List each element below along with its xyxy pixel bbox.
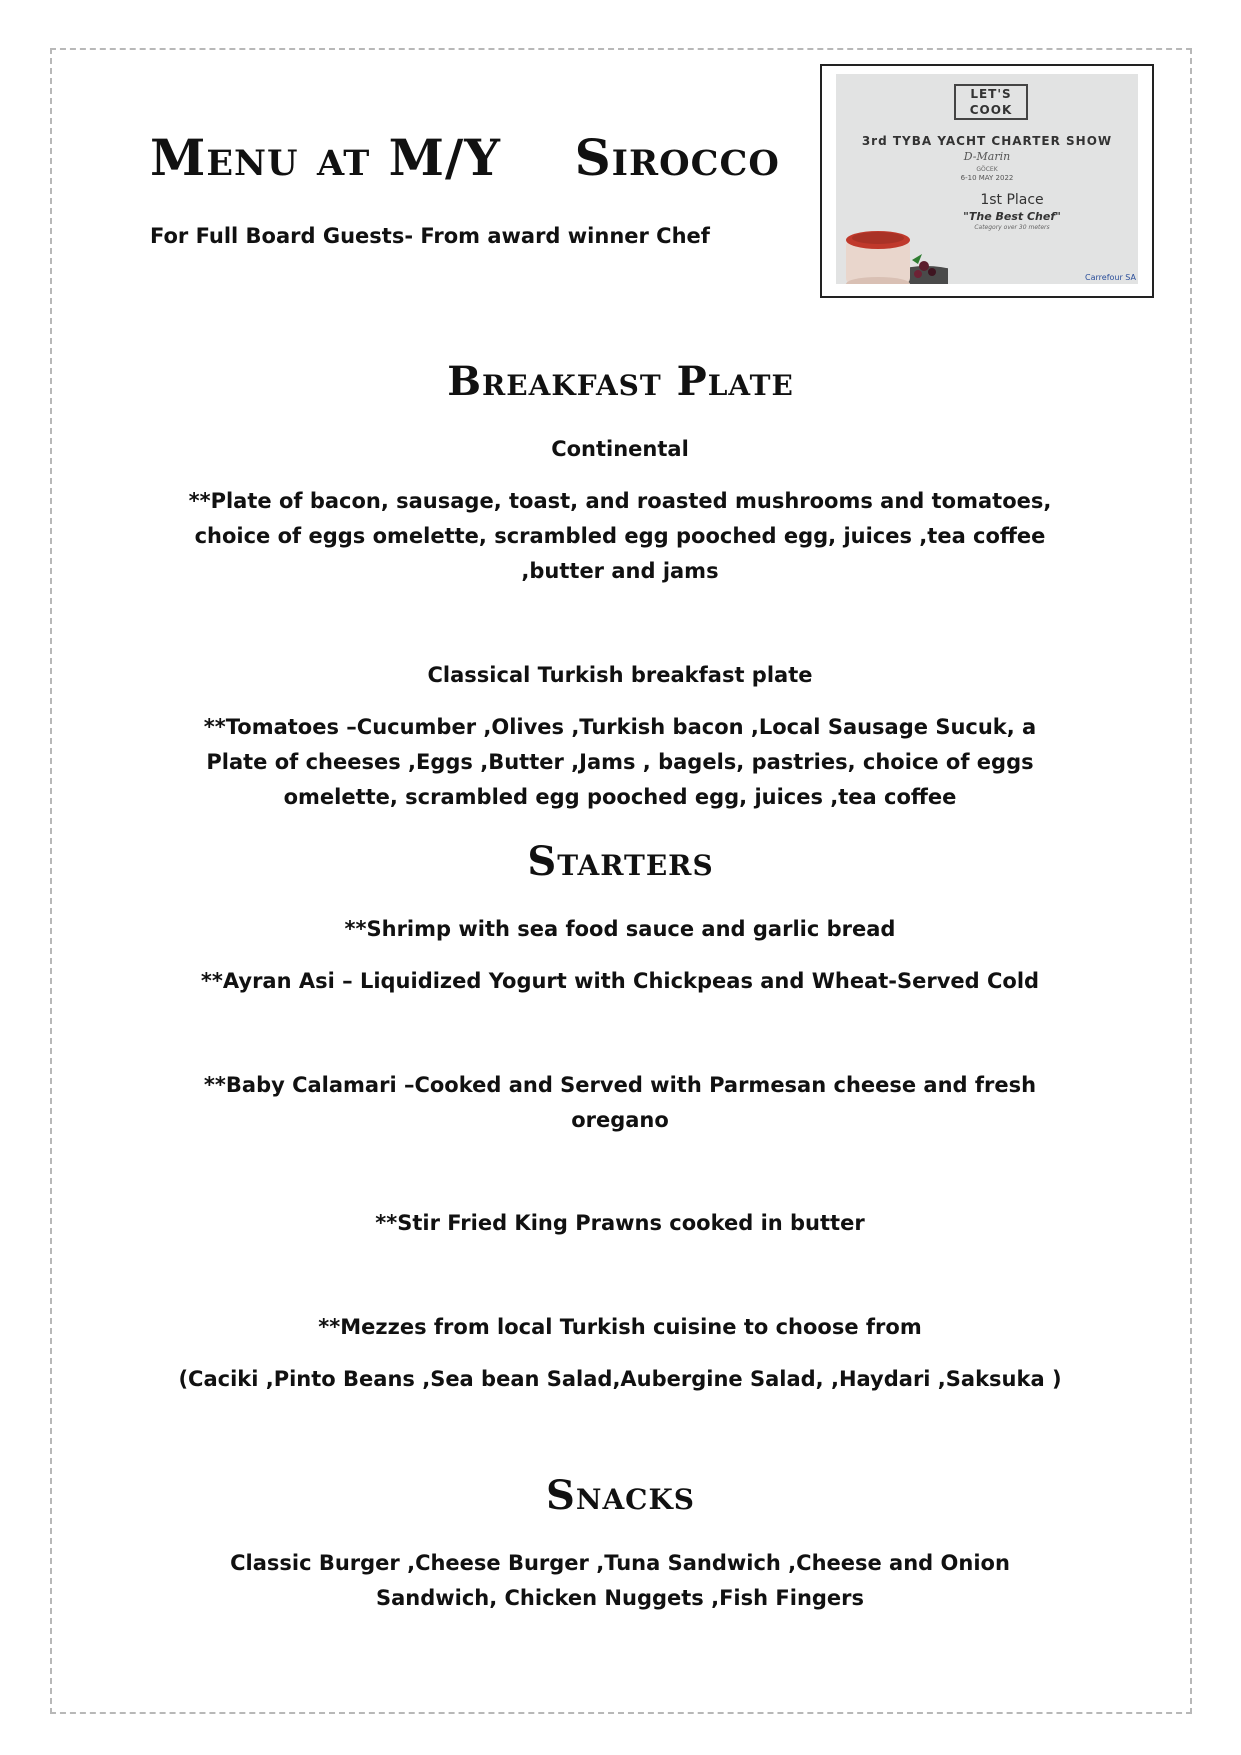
- starter-item-ayran: **Ayran Asi – Liquidized Yogurt with Chickpeas and Wheat-Served Cold: [200, 969, 1040, 993]
- lets-cook-logo: LET'S COOK: [954, 84, 1028, 120]
- continental-heading: Continental: [551, 437, 689, 461]
- starter-item-prawns: **Stir Fried King Prawns cooked in butter: [375, 1211, 865, 1235]
- show-name: 3rd TYBA YACHT CHARTER SHOW: [861, 134, 1113, 148]
- page-subtitle: For Full Board Guests- From award winner Chef: [150, 224, 710, 248]
- award-category: Category over 30 meters: [974, 224, 1050, 231]
- continental-line-1: **Plate of bacon, sausage, toast, and roasted mushrooms and tomatoes,: [188, 489, 1052, 513]
- starter-item-shrimp: **Shrimp with sea food sauce and garlic bread: [344, 917, 896, 941]
- starter-item-mezze-list: (Caciki ,Pinto Beans ,Sea bean Salad,Aubergine Salad, ,Haydari ,Saksuka ): [178, 1367, 1062, 1391]
- venue-logo: D-Marin: [963, 150, 1011, 163]
- turkish-line-2: Plate of cheeses ,Eggs ,Butter ,Jams , bagels, pastries, choice of eggs: [206, 750, 1034, 774]
- page-title: Menu at M/Y Sirocco: [150, 128, 780, 187]
- turkish-line-3: omelette, scrambled egg pooched egg, juices ,tea coffee: [283, 785, 957, 809]
- snacks-line-1: Classic Burger ,Cheese Burger ,Tuna Sandwich ,Cheese and Onion: [230, 1551, 1010, 1575]
- turkish-line-1: **Tomatoes –Cucumber ,Olives ,Turkish bacon ,Local Sausage Sucuk, a: [203, 715, 1037, 739]
- award-place: 1st Place: [980, 192, 1044, 208]
- snacks-section-title: Snacks: [545, 1472, 696, 1519]
- turkish-breakfast-heading: Classical Turkish breakfast plate: [427, 663, 813, 687]
- breakfast-section-title: Breakfast Plate: [447, 358, 794, 405]
- starter-item-calamari: **Baby Calamari –Cooked and Served with Parmesan cheese and fresh: [203, 1073, 1037, 1097]
- show-date: 6-10 MAY 2022: [960, 174, 1014, 182]
- starters-section-title: Starters: [527, 838, 714, 885]
- cake-dessert-image: [838, 214, 948, 284]
- starter-item-mezzes: **Mezzes from local Turkish cuisine to choose from: [318, 1315, 922, 1339]
- continental-line-2: choice of eggs omelette, scrambled egg pooched egg, juices ,tea coffee: [194, 524, 1046, 548]
- award-photo: [836, 74, 1138, 284]
- starter-item-calamari-cont: oregano: [571, 1108, 669, 1132]
- award-name: "The Best Chef": [963, 210, 1061, 223]
- sponsor-logo: Carrefour SA: [1085, 273, 1136, 282]
- continental-line-3: ,butter and jams: [521, 559, 719, 583]
- snacks-line-2: Sandwich, Chicken Nuggets ,Fish Fingers: [375, 1586, 865, 1610]
- venue-city: GÖCEK: [976, 166, 998, 173]
- award-photo-frame: [820, 64, 1154, 298]
